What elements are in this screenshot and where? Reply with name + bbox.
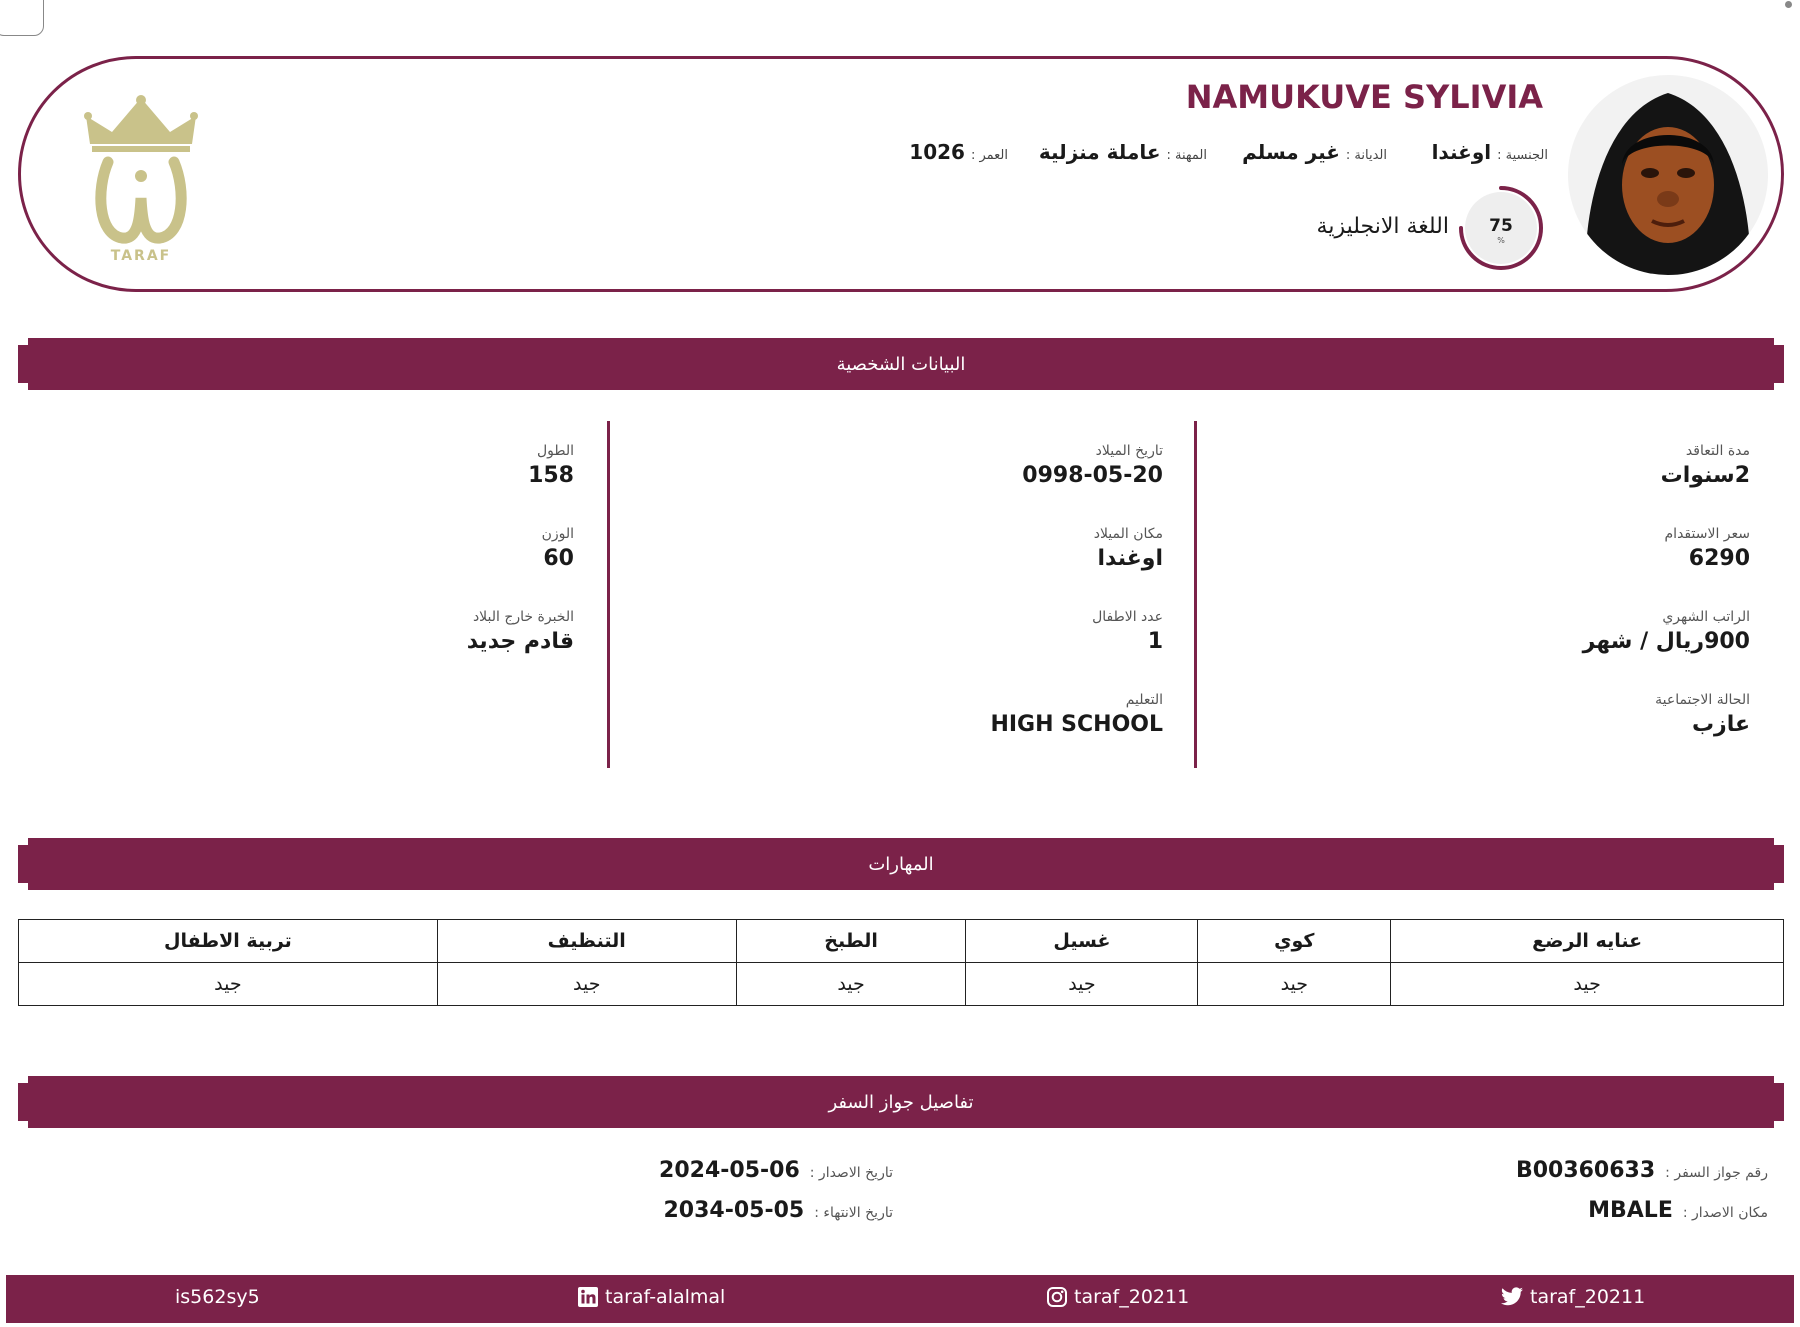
field-label: عدد الاطفال: [1092, 609, 1163, 625]
field-value: 158: [528, 463, 574, 488]
experience-field: [467, 609, 574, 654]
expiry-date-field: [663, 1198, 893, 1223]
language-percent: 75: [1489, 216, 1513, 236]
language-gauge: [1458, 185, 1544, 271]
field-value: 60: [543, 546, 574, 571]
footer-code: [175, 1286, 260, 1308]
field-value: 1: [1147, 629, 1163, 654]
profession-value: عاملة منزلية: [1038, 140, 1161, 164]
passport-section-header: [18, 1076, 1784, 1128]
expiry-date: 2034-05-05: [663, 1198, 805, 1223]
field-label: سعر الاستقدام: [1664, 526, 1750, 542]
religion-label: الديانة :: [1345, 148, 1387, 163]
field-label: الوزن: [541, 526, 574, 542]
field-value: 900ريال / شهر: [1582, 629, 1750, 654]
field-value: 2سنوات: [1660, 463, 1750, 488]
field-value: اوغندا: [1097, 546, 1163, 571]
corner-dot: [1785, 1, 1792, 8]
field-value: 0998-05-20: [1022, 463, 1163, 488]
linkedin-icon: [577, 1286, 599, 1308]
recruit-price-field: [1665, 526, 1750, 571]
passport-number-field: [1516, 1158, 1768, 1183]
age-field: [909, 140, 1008, 164]
nationality-label: الجنسية :: [1497, 148, 1548, 163]
logo-text: TARAF: [110, 248, 172, 264]
nationality-value: اوغندا: [1431, 140, 1492, 164]
personal-section-header: [18, 338, 1784, 390]
linkedin-handle: taraf-alalmal: [605, 1286, 726, 1308]
contract-duration-field: [1661, 443, 1750, 488]
footer-code-text: is562sy5: [175, 1286, 260, 1308]
field-value: قادم جديد: [466, 629, 574, 654]
weight-field: [542, 526, 574, 571]
field-label: الراتب الشهري: [1662, 609, 1750, 625]
field-label: مكان الميلاد: [1093, 526, 1163, 542]
field-value: 6290: [1688, 546, 1750, 571]
profile-photo: [1568, 75, 1768, 275]
field-label: مكان الاصدار :: [1682, 1205, 1768, 1221]
field-value: عازب: [1691, 712, 1750, 737]
skill-header: الطبخ: [736, 920, 966, 963]
birth-date-field: [1022, 443, 1163, 488]
field-label: الخبرة خارج البلاد: [472, 609, 574, 625]
twitter-handle: taraf_20211: [1530, 1286, 1646, 1308]
field-value: HIGH SCHOOL: [990, 712, 1163, 737]
age-value: 1026: [909, 140, 965, 164]
field-label: الحالة الاجتماعية: [1655, 692, 1750, 708]
birth-place-field: [1094, 526, 1163, 571]
skill-value: جيد: [1391, 963, 1784, 1006]
skills-value-row: [19, 963, 1784, 1006]
instagram-handle: taraf_20211: [1074, 1286, 1190, 1308]
skill-value: جيد: [966, 963, 1198, 1006]
profession-field: [1039, 140, 1207, 164]
skill-header: تربية الاطفال: [19, 920, 438, 963]
marital-status-field: [1655, 692, 1750, 737]
salary-field: [1583, 609, 1750, 654]
twitter-link[interactable]: [1500, 1286, 1645, 1308]
skills-table: [18, 919, 1784, 1006]
skill-header: التنظيف: [437, 920, 736, 963]
skill-header: غسيل: [966, 920, 1198, 963]
education-field: [990, 692, 1163, 737]
skill-value: جيد: [1198, 963, 1391, 1006]
column-divider: [1194, 421, 1197, 768]
passport-number: B00360633: [1515, 1158, 1656, 1183]
twitter-icon: [1500, 1287, 1524, 1307]
field-label: تاريخ الميلاد: [1095, 443, 1163, 459]
skill-header: عنايه الرضع: [1391, 920, 1784, 963]
language-label: اللغة الانجليزية: [1316, 214, 1449, 239]
religion-value: غير مسلم: [1242, 140, 1340, 164]
field-label: تاريخ الانتهاء :: [814, 1205, 893, 1221]
field-label: تاريخ الاصدار :: [809, 1165, 893, 1181]
field-label: مدة التعاقد: [1685, 443, 1750, 459]
field-label: رقم جواز السفر :: [1665, 1165, 1768, 1181]
personal-section-title: البيانات الشخصية: [836, 353, 966, 375]
profession-label: المهنة :: [1166, 148, 1207, 163]
age-label: العمر :: [970, 148, 1008, 163]
skills-section-header: [18, 838, 1784, 890]
taraf-logo: [78, 94, 204, 264]
children-count-field: [1092, 609, 1163, 654]
field-label: الطول: [536, 443, 574, 459]
percent-sign: %: [1497, 236, 1505, 245]
instagram-icon: [1046, 1286, 1068, 1308]
issue-place-field: [1588, 1198, 1768, 1223]
issue-place: MBALE: [1588, 1198, 1673, 1223]
corner-frame: [0, 0, 44, 36]
religion-field: [1242, 140, 1387, 164]
skill-value: جيد: [437, 963, 736, 1006]
linkedin-link[interactable]: [577, 1286, 725, 1308]
field-label: التعليم: [1125, 692, 1163, 708]
column-divider: [607, 421, 610, 768]
skills-header-row: [19, 920, 1784, 963]
skill-value: جيد: [19, 963, 438, 1006]
worker-name: NAMUKUVE SYLIVIA: [1185, 78, 1543, 116]
issue-date-field: [659, 1158, 893, 1183]
height-field: [528, 443, 574, 488]
issue-date: 2024-05-06: [659, 1158, 800, 1183]
skill-value: جيد: [736, 963, 966, 1006]
nationality-field: [1432, 140, 1548, 164]
skills-section-title: المهارات: [868, 853, 934, 875]
instagram-link[interactable]: [1046, 1286, 1189, 1308]
skill-header: كوي: [1198, 920, 1391, 963]
passport-section-title: تفاصيل جواز السفر: [828, 1091, 974, 1113]
